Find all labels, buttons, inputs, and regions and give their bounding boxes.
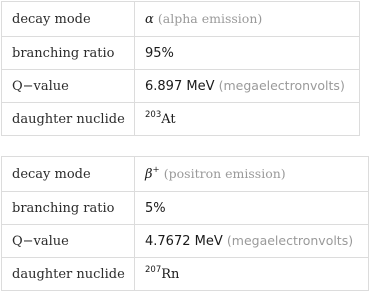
decay-description: (positron emission) <box>163 166 286 181</box>
label-daughter-nuclide: daughter nuclide <box>2 258 135 291</box>
decay-description: (alpha emission) <box>157 11 263 26</box>
value-daughter-nuclide <box>135 258 369 291</box>
row-branching-ratio <box>2 192 369 225</box>
label-branching-ratio: branching ratio <box>2 37 135 70</box>
q-value-unit-note: (megaelectronvolts) <box>218 78 345 93</box>
label-daughter-nuclide: daughter nuclide <box>2 103 135 136</box>
label-branching-ratio: branching ratio <box>2 192 135 225</box>
mass-number: 207 <box>145 264 162 275</box>
row-branching-ratio <box>2 37 360 70</box>
label-q-value: Q−value <box>2 225 135 258</box>
decay-table-beta-plus <box>1 156 369 291</box>
value-branching-ratio: 5% <box>135 192 369 225</box>
mass-number: 203 <box>145 109 162 120</box>
value-q-value <box>135 70 360 103</box>
label-decay-mode: decay mode <box>2 2 135 37</box>
q-value-number: 6.897 <box>145 79 183 94</box>
decay-table-alpha <box>1 1 360 136</box>
row-q-value <box>2 225 369 258</box>
row-decay-mode <box>2 2 360 37</box>
q-value-unit: MeV <box>186 79 215 94</box>
row-daughter-nuclide <box>2 103 360 136</box>
row-decay-mode <box>2 157 369 192</box>
decay-symbol-superscript: + <box>152 165 160 175</box>
q-value-number: 4.7672 <box>145 234 191 249</box>
element-symbol: At <box>161 111 176 127</box>
q-value-unit-note: (megaelectronvolts) <box>226 233 354 248</box>
decay-symbol: α <box>145 12 154 27</box>
q-value-unit: MeV <box>194 234 223 249</box>
value-branching-ratio: 95% <box>135 37 360 70</box>
value-decay-mode <box>135 2 360 37</box>
decay-symbol: β+ <box>145 165 160 182</box>
element-symbol: Rn <box>161 266 180 282</box>
value-q-value <box>135 225 369 258</box>
label-decay-mode: decay mode <box>2 157 135 192</box>
value-daughter-nuclide <box>135 103 360 136</box>
label-q-value: Q−value <box>2 70 135 103</box>
value-decay-mode <box>135 157 369 192</box>
row-q-value <box>2 70 360 103</box>
row-daughter-nuclide <box>2 258 369 291</box>
